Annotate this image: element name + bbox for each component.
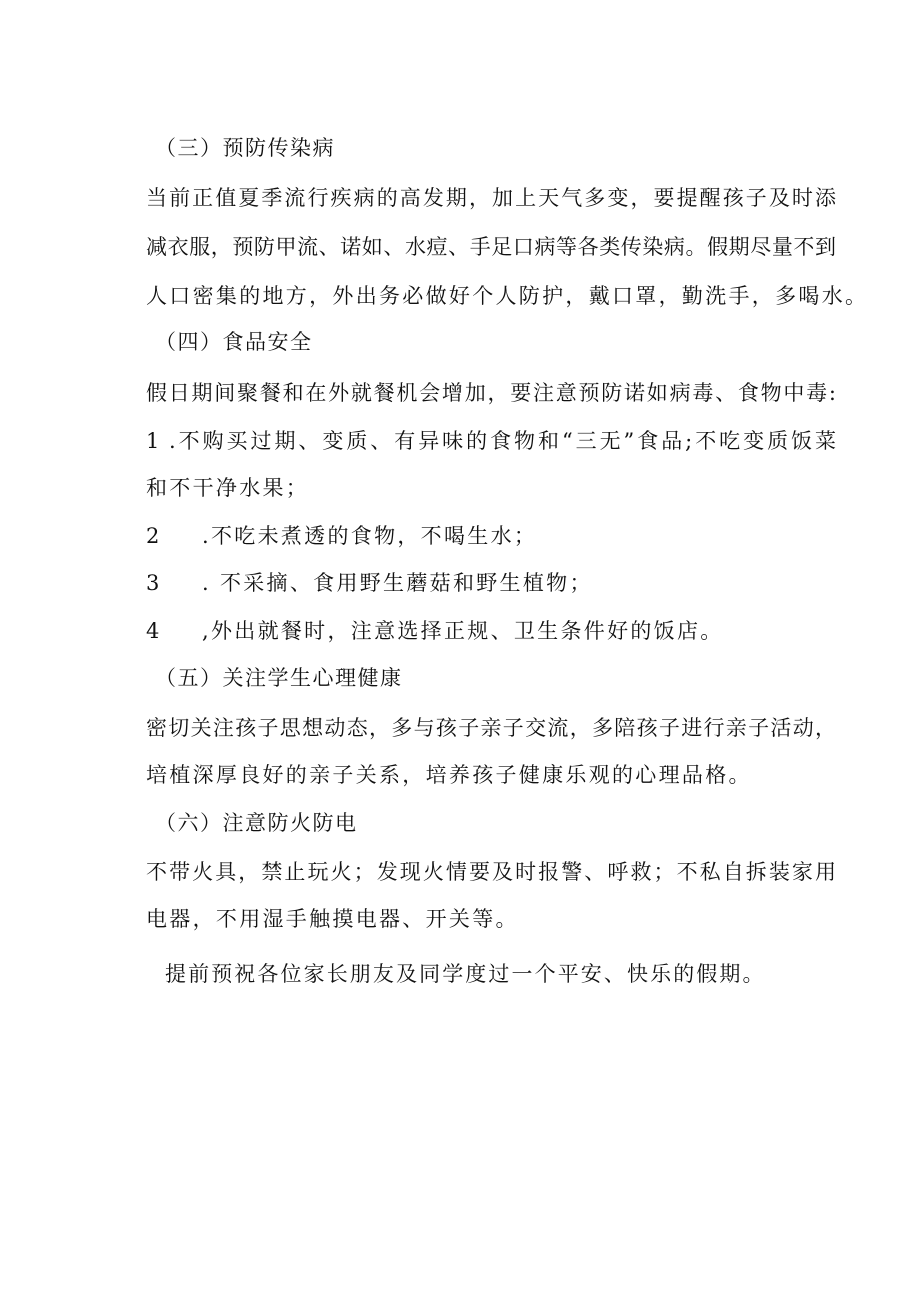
paragraph-line: 培植深厚良好的亲子关系，培养孩子健康乐观的心理品格。	[146, 763, 752, 787]
list-text: ,外出就餐时，注意选择正规、卫生条件好的饭店。	[202, 619, 724, 643]
closing-wish: 提前预祝各位家长朋友及同学度过一个平安、快乐的假期。	[165, 962, 766, 986]
paragraph-line: 当前正值夏季流行疾病的高发期，加上天气多变，要提醒孩子及时添	[146, 186, 836, 210]
list-text: . 不采摘、食用野生蘑菇和野生植物；	[202, 571, 593, 595]
list-number: 3	[146, 571, 162, 595]
list-item-1-line-2: 和不干净水果；	[146, 476, 310, 500]
list-item-4	[146, 616, 836, 646]
list-item-2	[146, 521, 836, 551]
section-heading-prevent-infectious-disease: （三）预防传染病	[155, 136, 335, 160]
list-item-3	[146, 568, 836, 598]
list-number: 4	[146, 619, 162, 643]
paragraph-line: 减衣服，预防甲流、诺如、水痘、手足口病等各类传染病。假期尽量不到	[146, 235, 836, 259]
paragraph-line: 密切关注孩子思想动态，多与孩子亲子交流，多陪孩子进行亲子活动，	[146, 716, 836, 740]
list-item-1-line-1: 1 .不购买过期、变质、有异味的食物和“三无”食品;不吃变质饭菜	[146, 429, 836, 453]
list-text: .不吃未煮透的食物，不喝生水；	[202, 524, 538, 548]
paragraph-line: 不带火具，禁止玩火；发现火情要及时报警、呼救；不私自拆装家用	[146, 860, 836, 884]
paragraph-line: 人口密集的地方，外出务必做好个人防护，戴口罩，勤洗手，多喝水。	[146, 284, 869, 308]
section-heading-fire-electric-safety: （六）注意防火防电	[155, 811, 358, 835]
section-heading-food-safety: （四）食品安全	[155, 330, 313, 354]
list-number: 2	[146, 524, 162, 548]
paragraph-line: 假日期间聚餐和在外就餐机会增加，要注意预防诺如病毒、食物中毒:	[146, 381, 836, 405]
section-heading-student-mental-health: （五）关注学生心理健康	[155, 666, 403, 690]
paragraph-line: 电器，不用湿手触摸电器、开关等。	[146, 907, 519, 931]
